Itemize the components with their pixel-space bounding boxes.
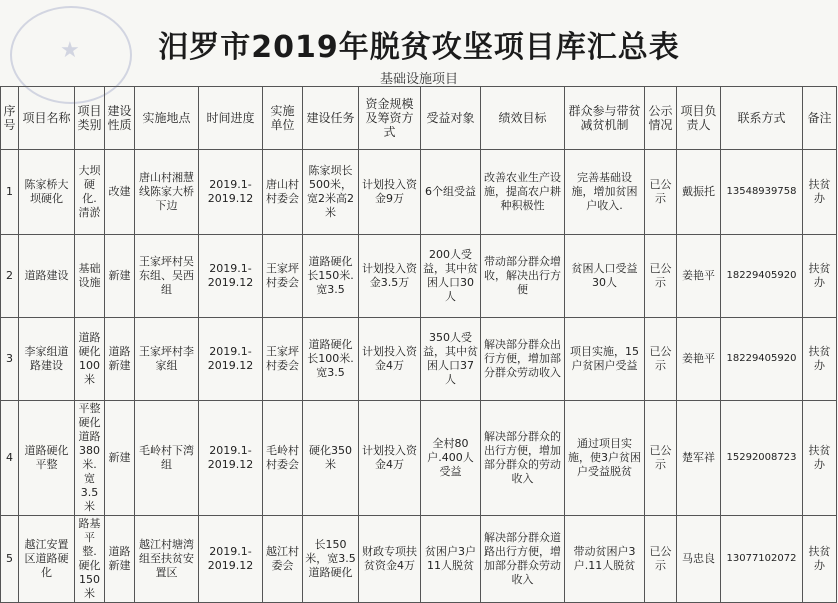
cell-task: 道路硬化长100米.宽3.5 [303, 318, 359, 401]
cell-location: 王家坪村吴东组、吴西组 [135, 235, 199, 318]
cell-remarks: 扶贫办 [803, 401, 837, 516]
cell-remarks: 扶贫办 [803, 235, 837, 318]
cell-task: 硬化350米 [303, 401, 359, 516]
table-row [1, 516, 837, 603]
cell-location: 毛岭村下湾组 [135, 401, 199, 516]
cell-schedule: 2019.1-2019.12 [199, 150, 263, 235]
cell-index: 1 [1, 150, 19, 235]
cell-schedule: 2019.1-2019.12 [199, 516, 263, 603]
cell-responsible-person: 姜艳平 [677, 318, 721, 401]
header-index: 序号 [1, 87, 19, 150]
cell-project-name: 陈家桥大坝硬化 [19, 150, 75, 235]
header-performance-goal: 绩效目标 [481, 87, 565, 150]
cell-beneficiaries: 贫困户3户11人脱贫 [421, 516, 481, 603]
cell-contact: 13548939758 [721, 150, 803, 235]
cell-responsible-person: 马忠良 [677, 516, 721, 603]
cell-publicity: 已公示 [645, 318, 677, 401]
cell-construction-type: 道路新建 [105, 516, 135, 603]
cell-implementing-unit: 王家坪村委会 [263, 235, 303, 318]
cell-index: 5 [1, 516, 19, 603]
cell-contact: 15292008723 [721, 401, 803, 516]
cell-participation-mechanism: 带动贫困户3户.11人脱贫 [565, 516, 645, 603]
cell-beneficiaries: 350人受益，其中贫困人口37人 [421, 318, 481, 401]
cell-project-category: 道路硬化100米 [75, 318, 105, 401]
cell-contact: 13077102072 [721, 516, 803, 603]
cell-publicity: 已公示 [645, 401, 677, 516]
table-row [1, 401, 837, 516]
cell-performance-goal: 解决部分群众出行方便，增加部分群众劳动收入 [481, 318, 565, 401]
cell-funding: 计划投入资金9万 [359, 150, 421, 235]
official-seal-icon: ★ [10, 6, 132, 104]
document-subtitle: 基础设施项目 [379, 72, 458, 87]
cell-schedule: 2019.1-2019.12 [199, 235, 263, 318]
cell-publicity: 已公示 [645, 516, 677, 603]
cell-publicity: 已公示 [645, 235, 677, 318]
cell-contact: 18229405920 [721, 318, 803, 401]
cell-performance-goal: 解决部分群众道路出行方便，增加部分群众劳动收入 [481, 516, 565, 603]
cell-implementing-unit: 毛岭村村委会 [263, 401, 303, 516]
cell-project-category: 平整硬化道路380米.宽3.5米 [75, 401, 105, 516]
cell-construction-type: 新建 [105, 401, 135, 516]
cell-construction-type: 道路新建 [105, 318, 135, 401]
header-construction-type: 建设性质 [105, 87, 135, 150]
cell-participation-mechanism: 完善基础设施，增加贫困户收入. [565, 150, 645, 235]
cell-construction-type: 改建 [105, 150, 135, 235]
cell-task: 陈家坝长500米，宽2米高2米 [303, 150, 359, 235]
cell-project-name: 李家组道路建设 [19, 318, 75, 401]
cell-participation-mechanism: 项目实施，15户贫困户受益 [565, 318, 645, 401]
cell-remarks: 扶贫办 [803, 318, 837, 401]
cell-performance-goal: 解决部分群众的出行方便，增加部分群众的劳动收入 [481, 401, 565, 516]
cell-project-category: 大坝硬化.清淤 [75, 150, 105, 235]
header-implementing-unit: 实施单位 [263, 87, 303, 150]
header-publicity: 公示情况 [645, 87, 677, 150]
cell-remarks: 扶贫办 [803, 150, 837, 235]
cell-index: 4 [1, 401, 19, 516]
cell-location: 王家坪村李家组 [135, 318, 199, 401]
cell-task: 道路硬化长150米.宽3.5 [303, 235, 359, 318]
cell-location: 唐山村湘慧线陈家大桥下边 [135, 150, 199, 235]
cell-funding: 计划投入资金4万 [359, 318, 421, 401]
cell-participation-mechanism: 贫困人口受益30人 [565, 235, 645, 318]
cell-responsible-person: 姜艳平 [677, 235, 721, 318]
cell-performance-goal: 带动部分群众增收，解决出行方便 [481, 235, 565, 318]
cell-funding: 财政专项扶贫资金4万 [359, 516, 421, 603]
cell-index: 3 [1, 318, 19, 401]
cell-location: 越江村塘湾组至扶贫安置区 [135, 516, 199, 603]
cell-beneficiaries: 200人受益，其中贫困人口30人 [421, 235, 481, 318]
cell-participation-mechanism: 通过项目实施，使3户贫困户受益脱贫 [565, 401, 645, 516]
header-beneficiaries: 受益对象 [421, 87, 481, 150]
table-header-row [1, 87, 837, 150]
cell-project-name: 道路建设 [19, 235, 75, 318]
cell-implementing-unit: 王家坪村委会 [263, 318, 303, 401]
cell-publicity: 已公示 [645, 150, 677, 235]
header-remarks: 备注 [803, 87, 837, 150]
cell-index: 2 [1, 235, 19, 318]
cell-schedule: 2019.1-2019.12 [199, 318, 263, 401]
cell-schedule: 2019.1-2019.12 [199, 401, 263, 516]
cell-funding: 计划投入资金4万 [359, 401, 421, 516]
cell-remarks: 扶贫办 [803, 516, 837, 603]
table-row [1, 150, 837, 235]
cell-beneficiaries: 6个组受益 [421, 150, 481, 235]
table-row [1, 318, 837, 401]
header-funding: 资金规模及筹资方式 [359, 87, 421, 150]
table-row [1, 235, 837, 318]
cell-responsible-person: 楚军祥 [677, 401, 721, 516]
header-task: 建设任务 [303, 87, 359, 150]
cell-funding: 计划投入资金3.5万 [359, 235, 421, 318]
header-responsible-person: 项目负责人 [677, 87, 721, 150]
cell-construction-type: 新建 [105, 235, 135, 318]
header-participation-mechanism: 群众参与带贫减贫机制 [565, 87, 645, 150]
document-title: 汨罗市2019年脱贫攻坚项目库汇总表 [158, 30, 680, 65]
header-location: 实施地点 [135, 87, 199, 150]
header-project-name: 项目名称 [19, 87, 75, 150]
cell-project-name: 道路硬化平整 [19, 401, 75, 516]
cell-beneficiaries: 全村80户.400人受益 [421, 401, 481, 516]
header-project-category: 项目类别 [75, 87, 105, 150]
header-contact: 联系方式 [721, 87, 803, 150]
project-summary-table [0, 86, 837, 603]
cell-project-name: 越江安置区道路硬化 [19, 516, 75, 603]
cell-task: 长150米，宽3.5道路硬化 [303, 516, 359, 603]
cell-responsible-person: 戴振托 [677, 150, 721, 235]
header-schedule: 时间进度 [199, 87, 263, 150]
cell-contact: 18229405920 [721, 235, 803, 318]
cell-implementing-unit: 越江村委会 [263, 516, 303, 603]
cell-implementing-unit: 唐山村村委会 [263, 150, 303, 235]
cell-performance-goal: 改善农业生产设施，提高农户耕种积极性 [481, 150, 565, 235]
cell-project-category: 基础设施 [75, 235, 105, 318]
cell-project-category: 路基平整.硬化150米 [75, 516, 105, 603]
